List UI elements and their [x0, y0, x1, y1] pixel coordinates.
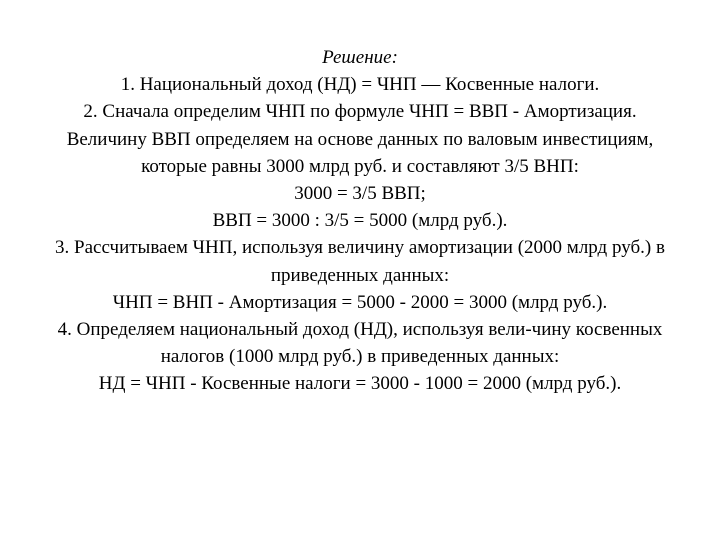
step-3-text: 3. Рассчитываем ЧНП, используя величину амортизации (2000 млрд руб.) в приведенных данных:: [55, 237, 665, 286]
step-4-text: 4. Определяем национальный доход (НД), используя вели-чину косвенных налогов (1000 млрд руб.) в приведенных данных:: [57, 319, 663, 368]
gdp-explanation: Величину ВВП определяем на основе данных по валовым инвестициям, которые равны 3000 млрд руб. и составляют 3/5 ВНП:: [66, 128, 654, 177]
solution-heading: Решение:: [322, 47, 398, 68]
nnp-result: ЧНП = ВНП - Амортизация = 5000 - 2000 = 3000 (млрд руб.).: [112, 291, 608, 313]
gdp-equation: 3000 = 3/5 ВВП;: [294, 183, 426, 205]
gdp-result: ВВП = 3000 : 3/5 = 5000 (млрд руб.).: [212, 210, 508, 232]
step-2-formula: 2. Сначала определим ЧНП по формуле ЧНП = ВВП - Амортизация.: [83, 101, 637, 123]
step-1-formula: 1. Национальный доход (НД) = ЧНП — Косвенные налоги.: [120, 74, 600, 96]
solution-text-block: [40, 44, 680, 398]
national-income-result: НД = ЧНП - Косвенные налоги = 3000 - 1000 = 2000 (млрд руб.).: [98, 373, 622, 395]
